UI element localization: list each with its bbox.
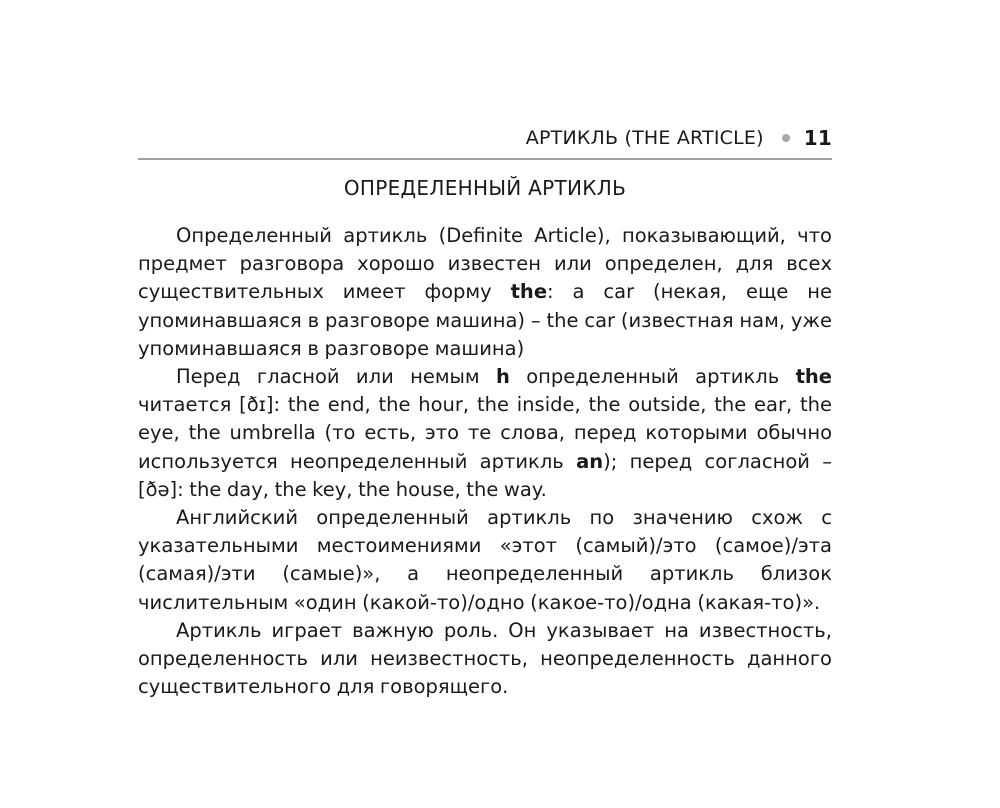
page-number: 11 [803, 126, 832, 150]
paragraph-2-text-b: определенный артикль [509, 365, 796, 389]
paragraph-2-text-d: ); перед согласной – [ðə]: the day, the key, the house, the way. [138, 449, 832, 501]
section-title: ОПРЕДЕЛЕННЫЙ АРТИКЛЬ [343, 176, 627, 200]
paragraph-2-bold-an: an [576, 449, 604, 473]
paragraph-4: Артикль играет важную роль. Он указывает на известность, определенность или неизвестность, неопределенность данного существительного для говорящего. [138, 618, 832, 699]
paragraph-3: Английский определенный артикль по значению схож с указательными местоимениями «этот (самый)/это (самое)/эта (самая)/эти (самые)», а неопределенный артикль близок числительным «один (какой-то)/одно (какое-то)/одна (какая-то)». [138, 506, 832, 614]
book-page [138, 118, 832, 701]
paragraph-1 [138, 222, 832, 363]
paragraph-1-bold-the: the [510, 280, 548, 304]
header-rule [138, 158, 832, 160]
paragraph-2-text-a: Перед гласной или немым [176, 365, 496, 389]
running-header [138, 118, 832, 158]
paragraph-2-bold-the: the [795, 365, 832, 389]
running-title: АРТИКЛЬ (THE ARTICLE) [525, 127, 764, 149]
body-text [138, 222, 832, 701]
paragraph-2 [138, 363, 832, 504]
paragraph-2-bold-h: h [495, 365, 510, 389]
paragraph-1-text-b: : a car (некая, еще не упоминавшаяся в разговоре машина) – the car (известная нам, уже упоминавшаяся в разговоре машина) [138, 280, 832, 360]
bullet-separator [782, 134, 790, 142]
paragraph-2-text-c: читается [ðɪ]: the end, the hour, the inside, the outside, the ear, the eye, the umbrella (то есть, это те слова, перед которыми обычно используется неопределенный артикль [138, 393, 832, 473]
paragraph-1-text-a: Определенный артикль (Definite Article), показывающий, что предмет разговора хорошо известен или определен, для всех существительных имеет форму [138, 224, 832, 304]
